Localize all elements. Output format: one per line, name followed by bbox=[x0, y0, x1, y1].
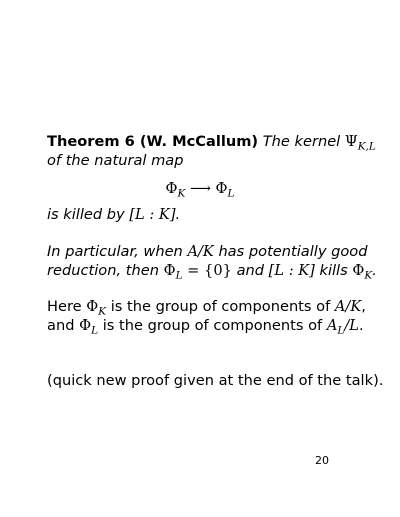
here-text-1: Here bbox=[47, 298, 82, 315]
killed-end: . bbox=[175, 206, 181, 223]
kernel-symbol: Ψ bbox=[344, 133, 358, 150]
particular-text-1: In particular, when bbox=[47, 243, 183, 260]
here-line-1 bbox=[47, 298, 366, 316]
here-phi-l: Φ bbox=[79, 317, 92, 334]
here-line-2 bbox=[47, 317, 364, 335]
map-left-symbol: Φ bbox=[165, 180, 178, 197]
map-arrow: ⟶ bbox=[189, 180, 211, 197]
killed-text: is killed by bbox=[47, 206, 125, 223]
page-number: 20 bbox=[315, 454, 329, 467]
particular-text-5: kills bbox=[319, 262, 348, 279]
particular-text-2: has potentially good bbox=[218, 243, 368, 260]
here-math-a-sub: L bbox=[337, 324, 345, 337]
particular-phi-k: Φ bbox=[352, 262, 365, 279]
here-text-3: , bbox=[361, 298, 366, 315]
here-text-6: . bbox=[358, 317, 364, 334]
here-math-a: A bbox=[326, 317, 338, 334]
natural-map-display bbox=[0, 180, 400, 198]
kernel-subscript: K,L bbox=[357, 140, 376, 153]
kernel-text: The kernel bbox=[262, 133, 341, 150]
here-phi-l-sub: L bbox=[91, 324, 99, 337]
theorem-line-1 bbox=[47, 133, 376, 151]
here-text-2: is the group of components of bbox=[110, 298, 331, 315]
particular-line-1 bbox=[47, 243, 368, 261]
particular-text-6: . bbox=[372, 262, 377, 279]
particular-text-4: and bbox=[236, 262, 265, 279]
theorem-label: Theorem 6 (W. McCallum) bbox=[47, 133, 259, 150]
theorem-line-2: of the natural map bbox=[47, 152, 184, 169]
here-text-4: and bbox=[47, 317, 75, 334]
particular-phi-l-sub: L bbox=[175, 269, 183, 282]
proof-note: (quick new proof given at the end of the talk). bbox=[47, 372, 384, 389]
particular-line-2 bbox=[47, 262, 377, 280]
map-left-subscript: K bbox=[177, 187, 186, 200]
theorem-line-3 bbox=[47, 206, 180, 224]
particular-text-3: reduction, then bbox=[47, 262, 159, 279]
particular-phi-k-sub: K bbox=[364, 269, 373, 282]
particular-degree: [L : K] bbox=[268, 262, 315, 279]
map-right-subscript: L bbox=[227, 187, 235, 200]
particular-zero-set: = {0} bbox=[182, 262, 232, 279]
here-math-ak: A/K bbox=[334, 298, 362, 315]
particular-phi-l: Φ bbox=[163, 262, 176, 279]
here-text-5: is the group of components of bbox=[102, 317, 323, 334]
killed-math: [L : K] bbox=[129, 206, 176, 223]
here-phi-k-sub: K bbox=[98, 305, 107, 318]
here-math-l: /L bbox=[344, 317, 359, 334]
map-right-symbol: Φ bbox=[215, 180, 228, 197]
here-phi-k: Φ bbox=[86, 298, 99, 315]
particular-math-1: A/K bbox=[187, 243, 214, 260]
